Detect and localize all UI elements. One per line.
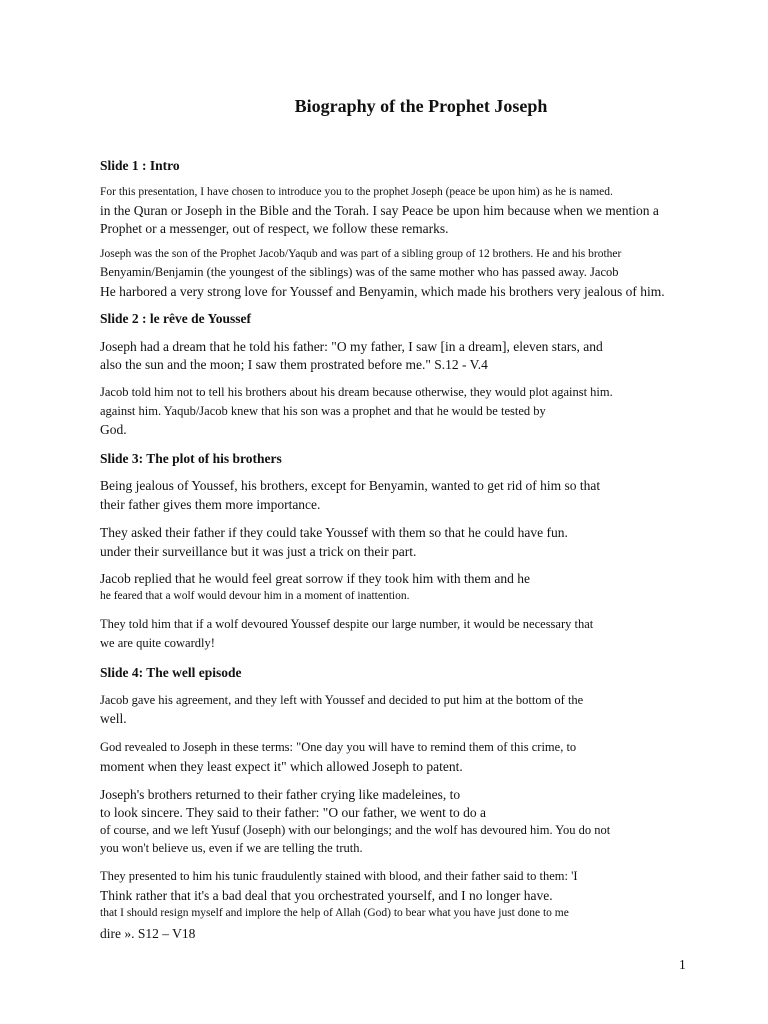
paragraph-line: They presented to him his tunic fraudulently stained with blood, and their father said to them: 'I (100, 869, 578, 883)
paragraph-line: you won't believe us, even if we are telling the truth. (100, 841, 363, 855)
paragraph-line: Joseph was the son of the Prophet Jacob/Yaqub and was part of a sibling group of 12 brothers. He and his brother (100, 248, 622, 260)
paragraph-line: of course, and we left Yusuf (Joseph) with our belongings; and the wolf has devoured him. You do not (100, 823, 611, 837)
paragraph-line: in the Quran or Joseph in the Bible and the Torah. I say Peace be upon him because when we mention a (100, 203, 659, 218)
slide-4-heading: Slide 4: The well episode (100, 665, 242, 680)
paragraph-line: their father gives them more importance. (100, 497, 321, 512)
paragraph-line: we are quite cowardly! (100, 636, 215, 650)
page-number: 1 (679, 957, 686, 972)
paragraph-line: dire ». S12 – V18 (100, 926, 196, 941)
slide-3-heading: Slide 3: The plot of his brothers (100, 451, 282, 466)
paragraph-line: God. (100, 422, 127, 437)
paragraph-line: that I should resign myself and implore the help of Allah (God) to bear what you have just done to me (100, 907, 569, 919)
paragraph-line: They told him that if a wolf devoured Youssef despite our large number, it would be necessary that (100, 617, 594, 631)
paragraph-line: For this presentation, I have chosen to introduce you to the prophet Joseph (peace be upon him) as he is named. (100, 186, 613, 198)
paragraph-line: under their surveillance but it was just a trick on their part. (100, 544, 417, 559)
paragraph-line: Prophet or a messenger, out of respect, we follow these remarks. (100, 221, 449, 236)
paragraph-line: moment when they least expect it" which allowed Joseph to patent. (100, 759, 463, 774)
paragraph-line: Joseph's brothers returned to their father crying like madeleines, to (100, 787, 461, 802)
paragraph-line: against him. Yaqub/Jacob knew that his son was a prophet and that he would be tested by (100, 404, 546, 418)
paragraph-line: Jacob gave his agreement, and they left with Youssef and decided to put him at the bottom of the (100, 693, 584, 707)
paragraph-line: well. (100, 711, 127, 726)
paragraph-line: also the sun and the moon; I saw them prostrated before me." S.12 - V.4 (100, 357, 488, 372)
paragraph-line: Joseph had a dream that he told his father: "O my father, I saw [in a dream], eleven stars, and (100, 339, 603, 354)
paragraph-line: Benyamin/Benjamin (the youngest of the siblings) was of the same mother who has passed away. Jacob (100, 265, 619, 279)
slide-1-heading: Slide 1 : Intro (100, 158, 180, 173)
document-title: Biography of the Prophet Joseph (294, 96, 548, 116)
slide-2-heading: Slide 2 : le rêve de Youssef (100, 311, 251, 326)
paragraph-line: to look sincere. They said to their father: "O our father, we went to do a (100, 805, 486, 820)
paragraph-line: He harbored a very strong love for Youssef and Benyamin, which made his brothers very jealous of him. (100, 284, 665, 299)
paragraph-line: They asked their father if they could take Youssef with them so that he could have fun. (100, 525, 568, 540)
paragraph-line: Being jealous of Youssef, his brothers, except for Benyamin, wanted to get rid of him so that (100, 478, 601, 493)
paragraph-line: Jacob told him not to tell his brothers about his dream because otherwise, they would plot against him. (100, 385, 613, 399)
paragraph-line: Think rather that it's a bad deal that you orchestrated yourself, and I no longer have. (100, 888, 553, 903)
paragraph-line: God revealed to Joseph in these terms: "One day you will have to remind them of this crime, to (100, 740, 577, 754)
paragraph-line: Jacob replied that he would feel great sorrow if they took him with them and he (100, 571, 531, 586)
paragraph-line: he feared that a wolf would devour him in a moment of inattention. (100, 590, 410, 602)
